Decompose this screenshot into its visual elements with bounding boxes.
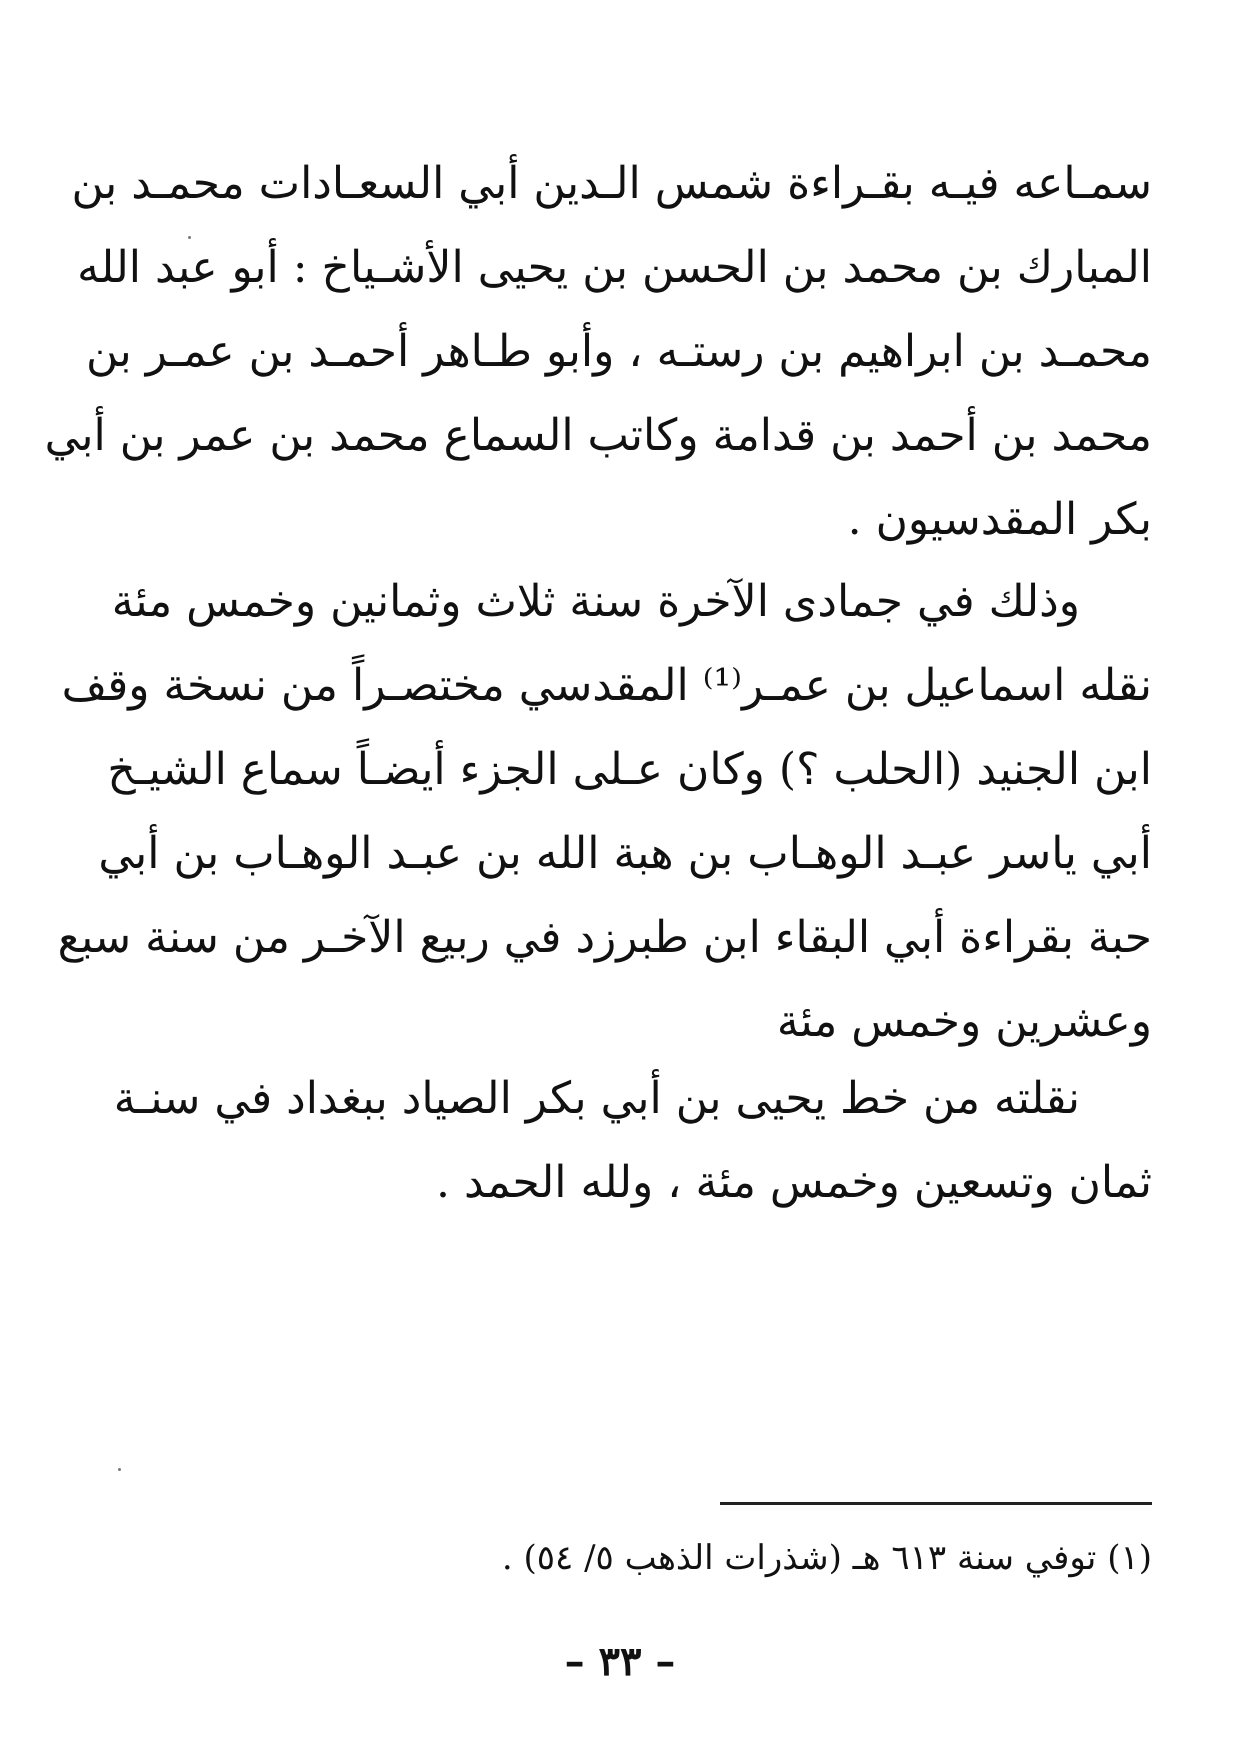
footnote xyxy=(452,1530,1152,1586)
scan-speck xyxy=(188,236,191,239)
footnote-text: توفي سنة ٦١٣ هـ (شذرات الذهب ٥/ ٥٤) . xyxy=(501,1538,1097,1578)
paragraph-3-line-2: ثمان وتسعين وخمس مئة ، ولله الحمد . xyxy=(435,1157,1152,1208)
paragraph-1-line-4: محمد بن أحمد بن قدامة وكاتب السماع محمد بن عمر بن أبي xyxy=(44,410,1152,461)
paragraph-2-line-2: نقله اسماعيل بن عمـر⁽¹⁾ المقدسي مختصـراً من نسخة وقف xyxy=(61,660,1152,711)
paragraph-2-line-5: حبة بقراءة أبي البقاء ابن طبرزد في ربيع الآخـر من سنة سبع xyxy=(57,912,1152,963)
paragraph-1-line-5: بكر المقدسيون . xyxy=(847,494,1152,545)
footnote-separator xyxy=(720,1502,1152,1505)
paragraph-2-line-3: ابن الجنيد (الحلب ؟) وكان عـلى الجزء أيضـاً سماع الشيـخ xyxy=(107,744,1152,795)
paragraph-1-line-2: المبارك بن محمد بن الحسن بن يحيى الأشـياخ : أبو عبد الله xyxy=(77,242,1152,293)
page-number: – ٣٣ – xyxy=(564,1638,676,1685)
paragraph-1-line-3: محمـد بن ابراهيم بن رستـه ، وأبو طـاهر أحمـد بن عمـر بن xyxy=(86,326,1152,377)
paragraph-2-line-4: أبي ياسر عبـد الوهـاب بن هبة الله بن عبـد الوهـاب بن أبي xyxy=(98,828,1152,879)
paragraph-1-line-1: سمـاعه فيـه بقـراءة شمس الـدين أبي السعـادات محمـد بن xyxy=(71,158,1152,209)
paragraph-2-line-6: وعشرين وخمس مئة xyxy=(776,996,1152,1047)
paragraph-2-line-1: وذلك في جمادى الآخرة سنة ثلاث وثمانين وخمس مئة xyxy=(111,576,1080,627)
scan-speck xyxy=(118,1468,121,1471)
paragraph-3 xyxy=(113,1057,1152,1225)
paragraph-3-line-1: نقلته من خط يحيى بن أبي بكر الصياد ببغداد في سنـة xyxy=(113,1073,1080,1124)
paragraph-1 xyxy=(44,142,1152,562)
footnote-marker: (١) xyxy=(1107,1538,1152,1578)
paragraph-2 xyxy=(57,560,1152,1064)
